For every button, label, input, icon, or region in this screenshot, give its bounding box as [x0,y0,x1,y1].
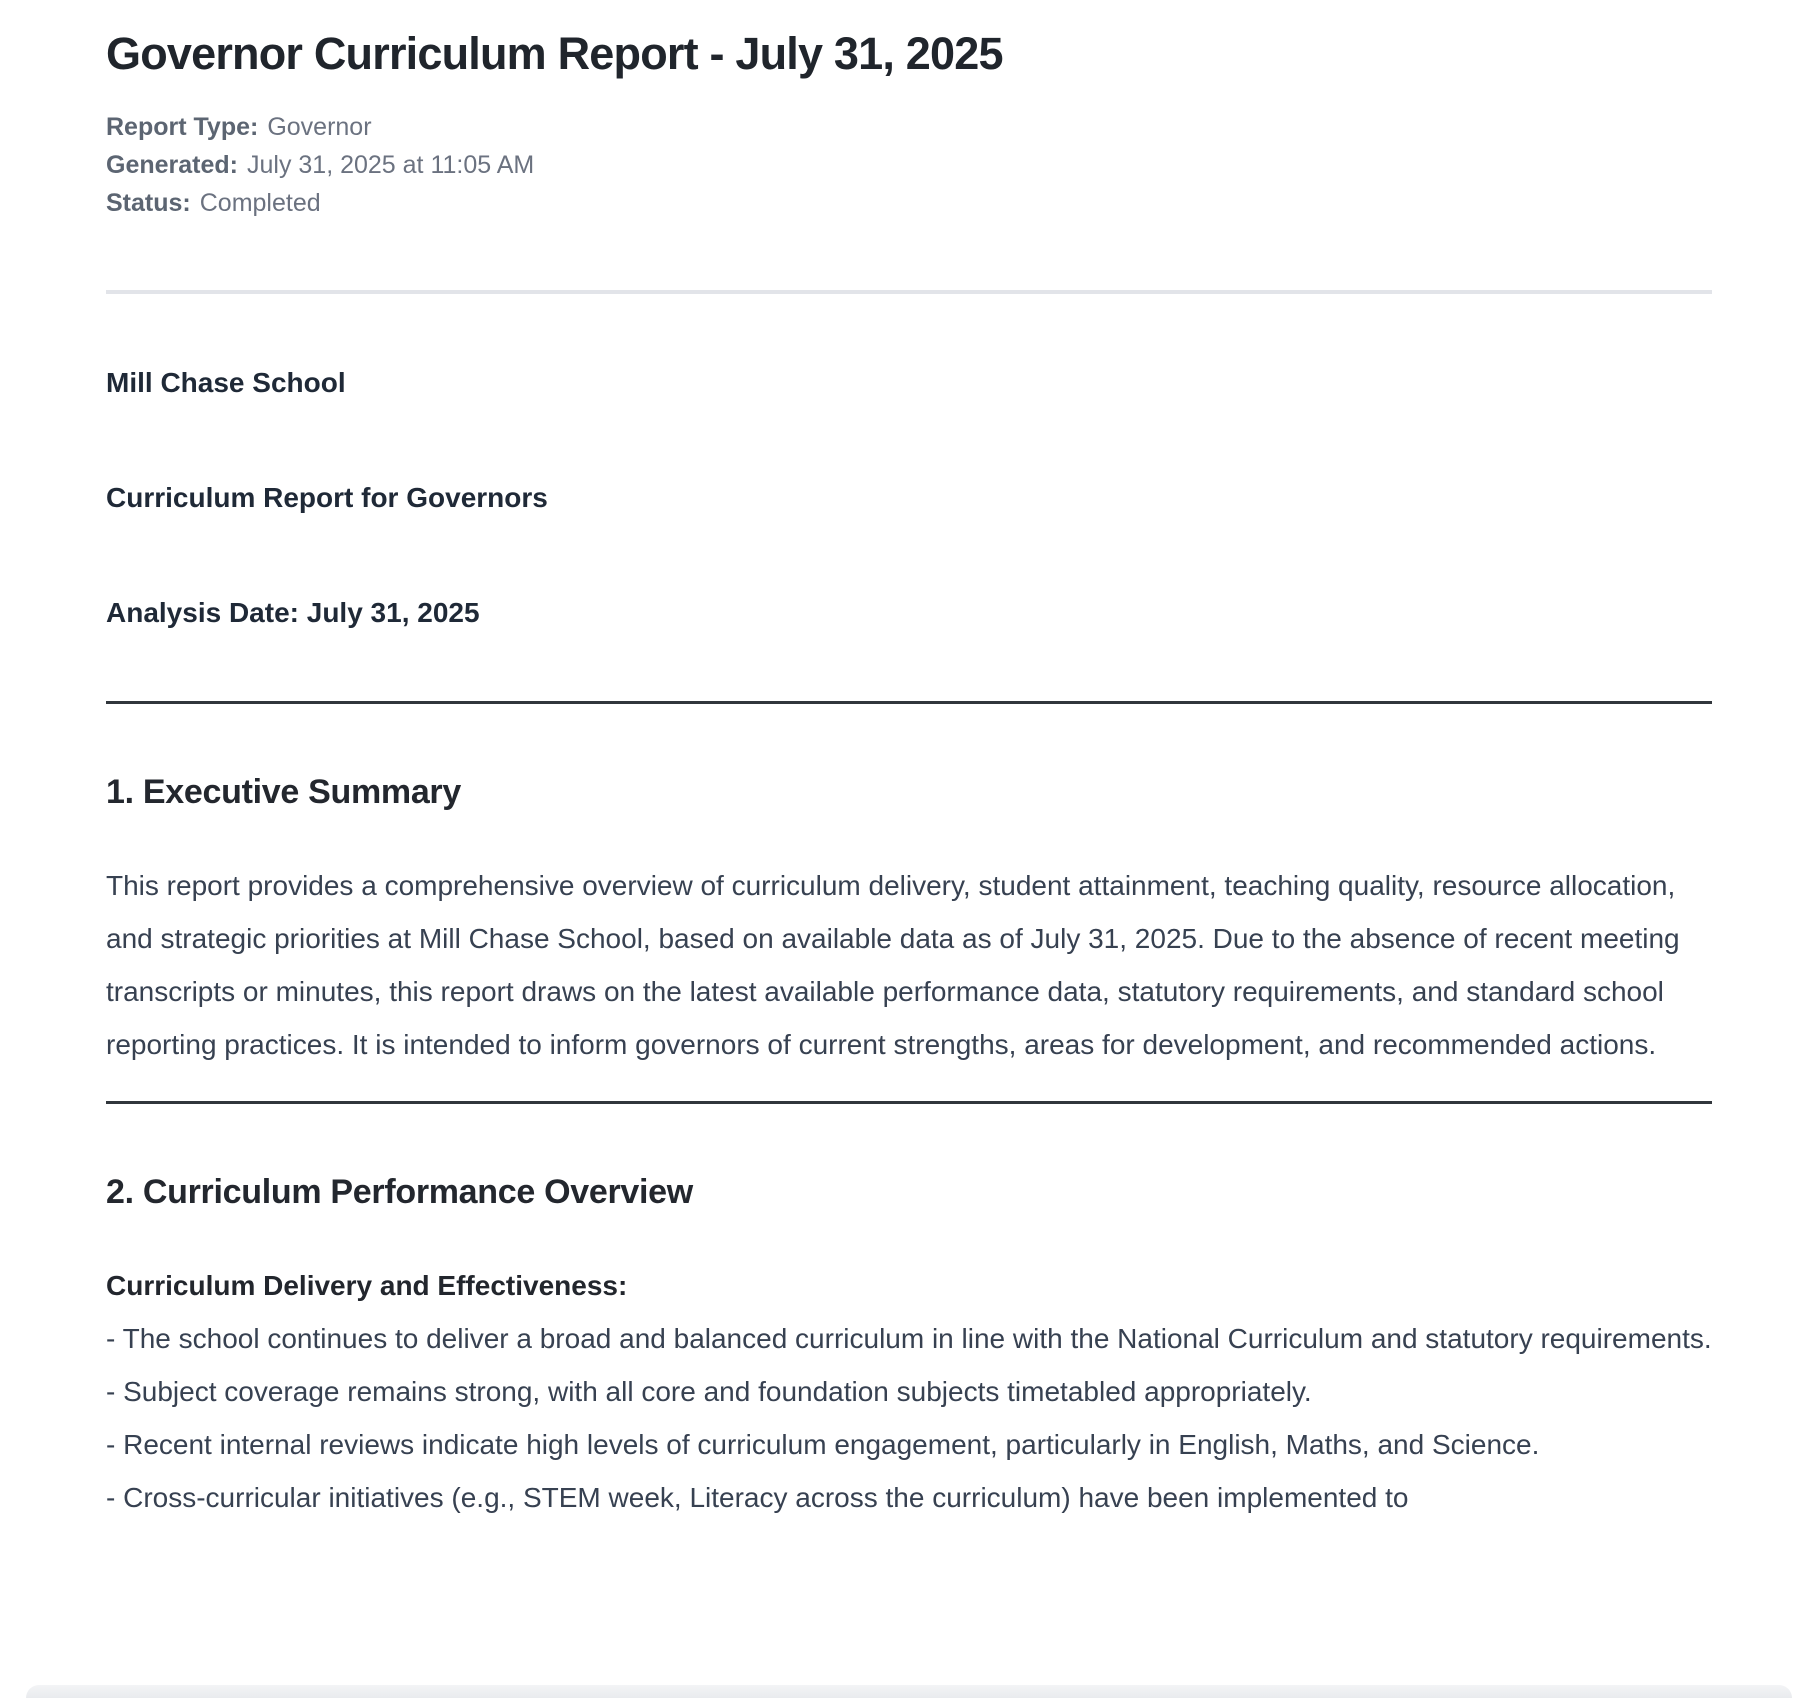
report-meta [106,108,1712,222]
section-divider [106,701,1712,704]
meta-label-report-type: Report Type: [106,113,259,141]
section-heading-curriculum-performance: 2. Curriculum Performance Overview [106,1173,693,1211]
curriculum-delivery-block [106,1259,1712,1524]
intro-line-analysis-date: Analysis Date: July 31, 2025 [106,597,480,628]
curriculum-delivery-subheading: Curriculum Delivery and Effectiveness: [106,1270,628,1301]
meta-value-report-type: Governor [267,113,372,141]
header-divider [106,290,1712,294]
executive-summary-paragraph: This report provides a comprehensive overview of curriculum delivery, student attainment, teaching quality, resource allocation, and strategic priorities at Mill Chase School, based on available data as of July 31, 2025. Due to the absence of recent meeting transcripts or minutes, this report draws on the latest available performance data, statutory requirements, and standard school reporting practices. It is intended to inform governors of current strengths, areas for development, and recommended actions. [106,870,1680,1060]
meta-row-report-type [106,108,1712,146]
bullet-line: - Cross-curricular initiatives (e.g., STEM week, Literacy across the curriculum) have been implemented to [106,1482,1409,1513]
bullet-line: - The school continues to deliver a broad and balanced curriculum in line with the National Curriculum and statutory requirements. [106,1323,1712,1354]
meta-value-generated: July 31, 2025 at 11:05 AM [246,151,535,179]
bullet-line: - Subject coverage remains strong, with all core and foundation subjects timetabled appropriately. [106,1376,1312,1407]
section-divider [106,1101,1712,1104]
meta-label-status: Status: [106,189,191,217]
page-title: Governor Curriculum Report - July 31, 2025 [106,28,1003,79]
meta-row-generated [106,146,1712,184]
meta-value-status: Completed [199,189,321,217]
meta-label-generated: Generated: [106,151,238,179]
intro-line-report-title: Curriculum Report for Governors [106,482,548,513]
next-panel-edge [26,1685,1792,1698]
report-body [106,356,1712,1524]
section-heading-executive-summary: 1. Executive Summary [106,773,461,811]
bullet-line: - Recent internal reviews indicate high levels of curriculum engagement, particularly in English, Maths, and Science. [106,1429,1540,1460]
meta-row-status [106,184,1712,222]
intro-line-school-name: Mill Chase School [106,367,346,398]
